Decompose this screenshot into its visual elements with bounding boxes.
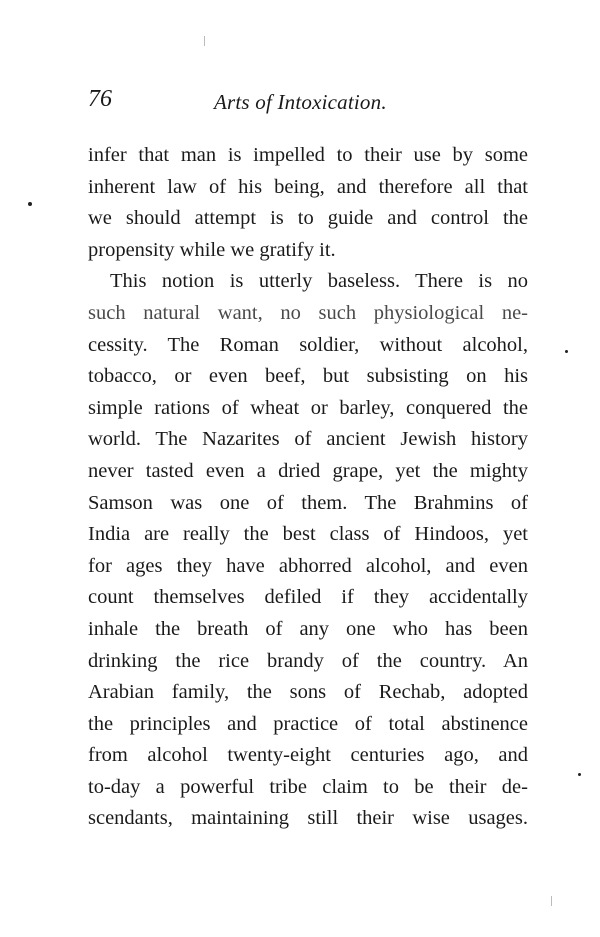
text-line: tobacco, or even beef, but subsisting on his (88, 365, 528, 388)
page-number: 76 (88, 86, 112, 112)
text-line: from alcohol twenty-eight centuries ago, and (88, 744, 528, 767)
scan-mark (204, 36, 205, 46)
text-line: inhale the breath of any one who has been (88, 617, 528, 640)
text-line: Samson was one of them. The Brahmins of (88, 491, 528, 514)
text-line: to-day a powerful tribe claim to be their de- (88, 775, 528, 798)
text-line: drinking the rice brandy of the country. An (88, 649, 528, 672)
text-line: we should attempt is to guide and control the (88, 207, 528, 230)
ink-speck (28, 202, 32, 206)
text-line: cessity. The Roman soldier, without alcohol, (88, 333, 528, 356)
text-line: propensity while we gratify it. (88, 238, 336, 261)
text-line: India are really the best class of Hindoos, yet (88, 523, 528, 546)
ink-speck (565, 350, 568, 353)
text-line: the principles and practice of total abstinence (88, 712, 528, 735)
body-text (88, 140, 528, 835)
text-line: count themselves defiled if they accidentally (88, 586, 528, 609)
text-line: world. The Nazarites of ancient Jewish history (88, 428, 528, 451)
text-line: This notion is utterly baseless. There is no (110, 270, 528, 293)
ink-speck (578, 773, 581, 776)
text-line: simple rations of wheat or barley, conquered the (88, 396, 528, 419)
text-line: scendants, maintaining still their wise usages. (88, 807, 528, 830)
text-line: Arabian family, the sons of Rechab, adopted (88, 681, 528, 704)
scan-mark (551, 896, 552, 906)
running-head: Arts of Intoxication. (214, 90, 387, 114)
text-line: such natural want, no such physiological ne- (88, 301, 528, 324)
text-line: inherent law of his being, and therefore all that (88, 175, 528, 198)
text-line: infer that man is impelled to their use by some (88, 144, 528, 166)
text-line: never tasted even a dried grape, yet the mighty (88, 459, 528, 482)
text-line: for ages they have abhorred alcohol, and even (88, 554, 528, 577)
page-header (88, 86, 528, 118)
